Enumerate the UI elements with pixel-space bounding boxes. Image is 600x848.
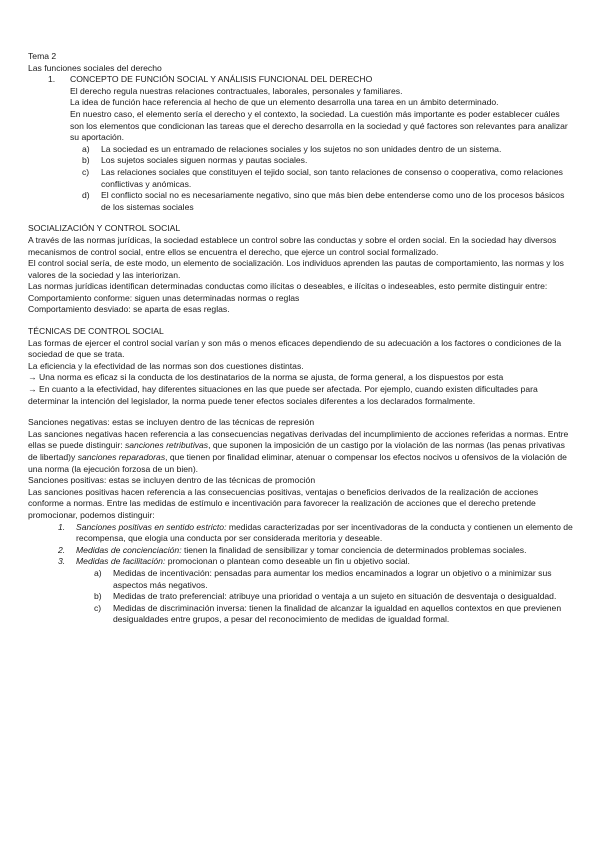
measures-list (28, 522, 574, 626)
list-marker: c) (82, 166, 90, 177)
section1-number: 1. (48, 74, 56, 85)
section2-paragraph: A través de las normas jurídicas, la sociedad establece un control sobre las conductas y sobre el orden social. En la sociedad hay diversos mecanismos de control social, entre ellos se encuentra el derecho, que ejerce un control social formalizado. (28, 234, 557, 257)
list-item-text: El conflicto social no es necesariamente negativo, sino que más bien debe entenderse como uno de los procesos básicos de los sistemas sociales (101, 190, 565, 212)
spacer (28, 407, 574, 417)
measure-text: tienen la finalidad de sensibilizar y tomar conciencia de determinados problemas sociales. (181, 544, 527, 555)
section3-paragraph: → Una norma es eficaz si la conducta de los destinatarios de la norma se ajusta, de forma general, a los dispuestos por esta (28, 372, 504, 383)
spacer (28, 316, 574, 326)
section2-heading: SOCIALIZACIÓN Y CONTROL SOCIAL (28, 223, 181, 234)
list-item (94, 603, 574, 626)
list-marker: d) (82, 190, 90, 201)
spacer (28, 213, 574, 223)
negative-sanctions-title: Sanciones negativas: estas se incluyen dentro de las técnicas de represión (28, 417, 315, 428)
facilitation-list (76, 568, 574, 626)
section2-paragraph: Comportamiento desviado: se aparta de esas reglas. (28, 304, 230, 315)
section1-paragraph: El derecho regula nuestras relaciones contractuales, laborales, personales y familiares. (70, 85, 403, 96)
text-run: , que suponen la imposición de un castigo por la violación de las normas (las penas privativas de libertad)y (28, 440, 565, 462)
topic-title: Tema 2 (28, 51, 57, 61)
list-item-text: Medidas de discriminación inversa: tienen la finalidad de alcanzar la igualdad en aquellos contextos en que previenen desigualdades entre grupos, a pesar del reconocimiento de medidas de igualdad formal. (113, 602, 562, 625)
section3-paragraph: → En cuanto a la efectividad, hay diferentes situaciones en las que puede ser afectada. Por ejemplo, cuando existen dificultades para determinar la intención del legislador, la norma puede tener efectos sociales diferentes a los declarados formalmente. (28, 384, 538, 406)
list-marker: 3. (58, 556, 66, 567)
measure-text: promocionan o plantean como deseable un fin u objetivo social. (165, 556, 410, 567)
section1-list (28, 144, 574, 214)
document-content (28, 51, 574, 626)
list-item (58, 556, 574, 626)
section3-paragraph: Las formas de ejercer el control social varían y son más o menos eficaces dependiendo de su adecuación a los factores o condiciones de la sociedad de que se trata. (28, 337, 562, 360)
list-item (82, 155, 574, 167)
positive-sanctions-paragraph: Las sanciones positivas hacen referencia a las consecuencias positivas, ventajas o beneficios derivados de la realización de acciones conforme a normas. Entre las medidas de estímulo e incentivación para favorecer la realización de acciones que el derecho pretende promocionar, podemos distinguir: (28, 486, 539, 520)
section2-paragraph: El control social sería, de este modo, un elemento de socialización. Los individuos aprenden las pautas de comportamiento, las normas y los valores de la sociedad y las interiorizan. (28, 258, 564, 280)
list-item-text: La sociedad es un entramado de relaciones sociales y los sujetos no son unidades dentro de un sistema. (101, 143, 502, 154)
emphasis-text: sanciones reparadoras (77, 452, 166, 462)
list-item-text: Medidas de trato preferencial: atribuye una prioridad o ventaja a un sujeto en situación de desventaja o desigualdad. (113, 591, 557, 602)
list-marker: c) (94, 602, 102, 613)
section2-paragraph: Comportamiento conforme: siguen unas determinadas normas o reglas (28, 292, 300, 303)
measure-label: Sanciones positivas en sentido estricto: (76, 521, 227, 532)
negative-sanctions-paragraph (28, 429, 574, 475)
section1-paragraph: La idea de función hace referencia al hecho de que un elemento desarrolla una tarea en un ámbito determinado. (70, 97, 499, 108)
section2-paragraph: Las normas jurídicas identifican determinadas conductas como ilícitas o deseables, e ilícitas o indeseables, esto permite distinguir entre: (28, 281, 548, 292)
list-item (58, 545, 574, 557)
text-run: , que tienen por finalidad eliminar, atenuar o compensar los efectos nocivos u ofensivos de la violación de una norma (la ejecución forzosa de un bien). (28, 452, 567, 474)
list-marker: b) (82, 155, 90, 166)
list-item-text: Las relaciones sociales que constituyen el tejido social, son tanto relaciones de consenso o cooperativa, como relaciones conflictivas y anómicas. (101, 166, 563, 189)
list-item (58, 522, 574, 545)
list-marker: b) (94, 591, 102, 602)
measure-label: Medidas de concienciación: (76, 544, 182, 555)
positive-sanctions-title: Sanciones positivas: estas se incluyen dentro de las técnicas de promoción (28, 475, 316, 486)
list-marker: a) (94, 567, 102, 578)
topic-subtitle: Las funciones sociales del derecho (28, 62, 162, 73)
list-item-text: Medidas de incentivación: pensadas para aumentar los medios encaminados a lograr un objetivo o a minimizar sus aspectos más negativos. (113, 567, 552, 590)
list-marker: a) (82, 143, 90, 154)
text-run: Las sanciones negativas hacen referencia a las consecuencias negativas derivadas del incumplimiento de acciones referidas a normas. Entre ellas se puede distinguir: (28, 428, 569, 451)
section1-paragraph: En nuestro caso, el elemento sería el derecho y el contexto, la sociedad. La cuestión más importante es poder establecer cuáles son los elementos que condicionan las tareas que el derecho desarrolla en la sociedad y qué factores son relevantes para analizar su aportación. (70, 108, 568, 143)
measure-label: Medidas de facilitación: (76, 556, 166, 567)
list-item (82, 144, 574, 156)
list-item (94, 591, 574, 603)
section3-paragraph: La eficiencia y la efectividad de las normas son dos cuestiones distintas. (28, 360, 304, 371)
list-marker: 2. (58, 544, 66, 555)
list-marker: 1. (58, 521, 66, 532)
section3-heading: TÉCNICAS DE CONTROL SOCIAL (28, 326, 164, 337)
list-item (94, 568, 574, 591)
list-item (82, 190, 574, 213)
emphasis-text: sanciones retributivas (124, 440, 209, 451)
measure-text: medidas caracterizadas por ser incentivadoras de la conducta y contienen un elemento de recompensa, que elogia una conducta por ser considerada meritoria y deseable. (76, 521, 573, 544)
section1-heading-text: CONCEPTO DE FUNCIÓN SOCIAL Y ANÁLISIS FUNCIONAL DEL DERECHO (70, 74, 373, 85)
section1-heading (28, 74, 574, 86)
list-item (82, 167, 574, 190)
list-item-text: Los sujetos sociales siguen normas y pautas sociales. (101, 155, 308, 166)
